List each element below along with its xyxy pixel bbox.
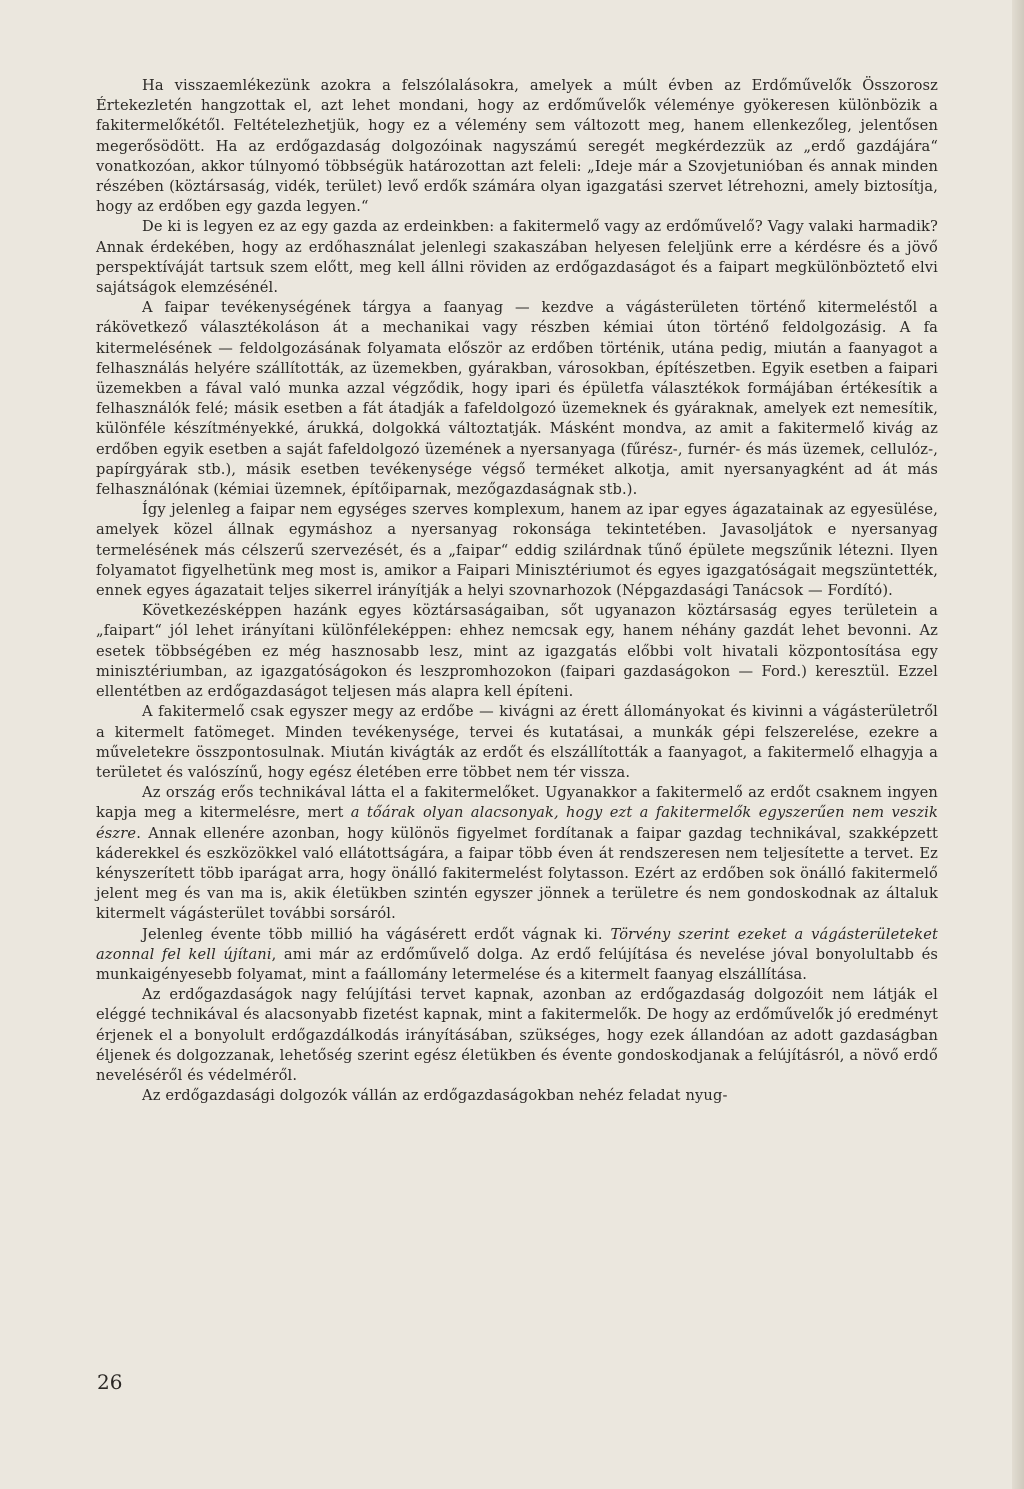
article-body bbox=[96, 76, 938, 1106]
paragraph-4: Így jelenleg a faipar nem egységes szerves komplexum, hanem az ipar egyes ágazatainak az egyesülése, amelyek közel állnak egymáshoz a nyersanyag rokonsága tekintetében. Javasoljátok e nyersanyag termelésének más célszerű szervezését, és a „faipar“ eddig szilárdnak tűnő épülete megszűnik létezni. Ilyen folyamatot figyelhetünk meg most is, amikor a Faipari Minisztériumot és egyes igazgatóságait megszüntették, ennek egyes ágazatait teljes sikerrel irányítják a helyi szovnarhozok (Népgazdasági Tanácsok — Fordító). bbox=[96, 501, 938, 600]
paragraph-8: Jelenleg évente több millió ha vágásérett erdőt vágnak ki. Törvény szerint ezeket a vágásterületeket azonnal fel kell újítani, ami már az erdőművelő dolga. Az erdő felújítása és nevelése jóval bonyolultabb és munkaigényesebb folyamat, mint a faállomány letermelése és a kitermelt faanyag elszállítása. bbox=[96, 925, 938, 983]
paragraph-10: Az erdőgazdasági dolgozók vállán az erdőgazdaságokban nehéz feladat nyug- bbox=[142, 1087, 728, 1105]
paragraph-6: A fakitermelő csak egyszer megy az erdőbe — kivágni az érett állományokat és kivinni a vágásterületről a kitermelt fatömeget. Minden tevékenysége, tervei és kutatásai, a munkák gépi felszerelése, ezekre a műveletekre összpontosulnak. Miután kivágták az erdőt és elszállították a faanyagot, a fakitermelő elhagyja a területet és valószínű, hogy egész életében erre többet nem tér vissza. bbox=[96, 703, 938, 781]
page-edge-shadow bbox=[1012, 0, 1024, 1489]
italic-emphasis: Törvény szerint ezeket a vágásterületeket azonnal fel kell újítani bbox=[96, 925, 938, 963]
paragraph-2: De ki is legyen ez az egy gazda az erdeinkben: a fakitermelő vagy az erdőművelő? Vagy valaki harmadik? Annak érdekében, hogy az erdőhasználat jelenlegi szakaszában helyesen feleljünk erre a kérdésre és a jövő perspektíváját tartsuk szem előtt, meg kell állni röviden az erdőgazdaságot és a faipart megkülönböztető elvi sajátságok elemzésénél. bbox=[96, 218, 938, 297]
paragraph-5: Következésképpen hazánk egyes köztársaságaiban, sőt ugyanazon köztársaság egyes területein a „faipart“ jól lehet irányítani különféleképpen: ehhez nemcsak egy, hanem néhány gazdát lehet bevonni. Az esetek többségében ez még hasznosabb lesz, mint az igazgatás előbbi volt hivatali központosítása egy minisztériumban, az igazgatóságokon és leszpromhozokon (faipari gazdaságokon — Ford.) keresztül. Ezzel ellentétben az erdőgazdaságot teljesen más alapra kell építeni. bbox=[96, 602, 938, 701]
page-number: 26 bbox=[97, 1370, 123, 1394]
paragraph-7: Az ország erős technikával látta el a fakitermelőket. Ugyanakkor a fakitermelő az erdőt csaknem ingyen kapja meg a kitermelésre, mert a tőárak olyan alacsonyak, hogy ezt a fakitermelők egyszerűen nem veszik észre. Annak ellenére azonban, hogy különös figyelmet fordítanak a faipar gazdag technikával, szakképzett káderekkel és eszközökkel való ellátottságára, a faipar több éven át rendszeresen nem teljesítette a tervet. Ez kényszerített több iparágat arra, hogy önálló fakitermelést folytasson. Ezért az erdőben sok önálló fakitermelő jelent meg és van ma is, akik életükben szintén egyszer jönnek a területre és nem gondoskodnak az általuk kitermelt vágásterület további sorsáról. bbox=[96, 784, 938, 923]
paragraph-9: Az erdőgazdaságok nagy felújítási tervet kapnak, azonban az erdőgazdaság dolgozóit nem látják el eléggé technikával és alacsonyabb fizetést kapnak, mint a fakitermelők. De hogy az erdőművelők jó eredményt érjenek el a bonyolult erdőgazdálkodás irányításában, szükséges, hogy ezek állandóan az adott gazdaságban éljenek és dolgozzanak, lehetőség szerint egész életükben és évente gondoskodjanak a felújításról, a növő erdő neveléséről és védelméről. bbox=[96, 986, 938, 1084]
italic-emphasis: a tőárak olyan alacsonyak, hogy ezt a fakitermelők egyszerűen nem veszik észre bbox=[96, 804, 938, 842]
paragraph-1: Ha visszaemlékezünk azokra a felszólalásokra, amelyek a múlt évben az Erdőművelők Összorosz Értekezletén hangzottak el, azt lehet mondani, hogy az erdőművelők véleménye gyökeresen különbözik a fakitermelőkétől. Feltételezhetjük, hogy ez a vélemény sem változott meg, hanem ellenkezőleg, jelentősen megerősödött. Ha az erdőgazdaság dolgozóinak nagyszámú seregét megkérdezzük az „erdő gazdájára“ vonatkozóan, akkor túlnyomó többségük határozottan azt feleli: „Ideje már a Szovjetunióban és annak minden részében (köztársaság, vidék, terület) levő erdők számára olyan igazgatási szervet létrehozni, amely biztosítja, hogy az erdőben egy gazda legyen.“ bbox=[96, 77, 938, 216]
paragraph-3: A faipar tevékenységének tárgya a faanyag — kezdve a vágásterületen történő kitermeléstől a rákövetkező választékoláson át a mechanikai vagy részben kémiai úton történő feldolgozásig. A fa kitermelésének — feldolgozásának folyamata először az erdőben történik, utána pedig, miután a faanyagot a felhasználás helyére szállították, az üzemekben, gyárakban, városokban, építészetben. Egyik esetben a faipari üzemekben a fával való munka azzal végződik, hogy ipari és épületfa választékok formájában értékesítik a felhasználók felé; másik esetben a fát átadják a fafeldolgozó üzemeknek és gyáraknak, amelyek ezt nemesítik, különféle készítményekké, árukká, dolgokká változtatják. Másként mondva, az amit a fakitermelő kivág az erdőben egyik esetben a saját fafeldolgozó üzemének a nyersanyaga (fűrész-, furnér- és más üzemek, cellulóz-, papírgyárak stb.), másik esetben tevékenysége végső terméket alkotja, amit nyersanyagként ad át más felhasználónak (kémiai üzemnek, építőiparnak, mezőgazdaságnak stb.). bbox=[96, 299, 938, 499]
